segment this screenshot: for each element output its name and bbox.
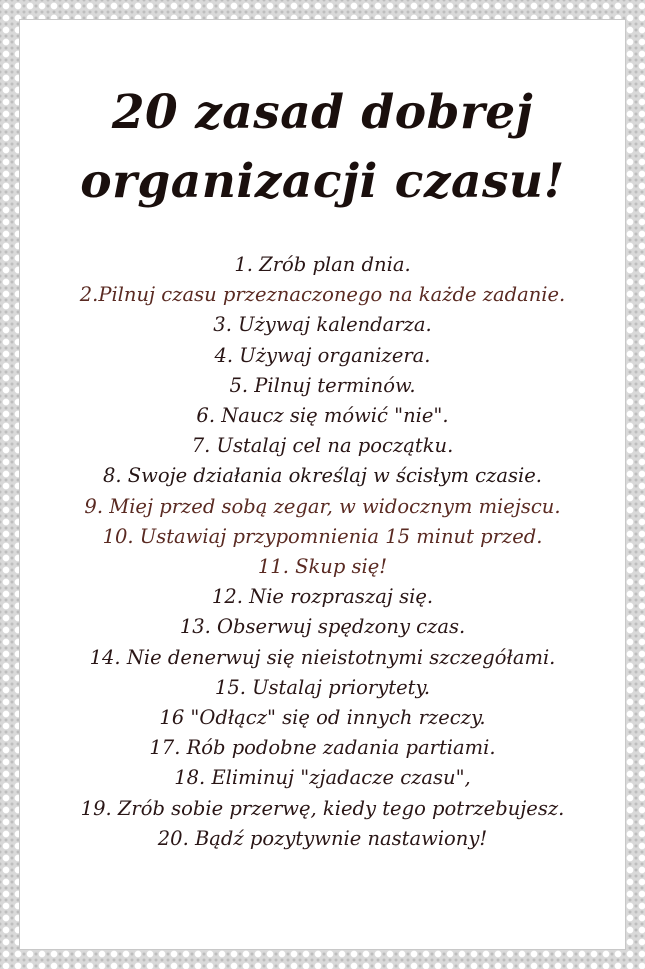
rule-1: 1. Zrób plan dnia. [234,253,411,276]
rules-list [20,250,625,854]
rule-11: 11. Skup się! [257,555,388,579]
title-line-1: 20 zasad dobrej [111,85,534,140]
content-panel [20,20,625,949]
rule-15: 15. Ustalaj priorytety. [214,675,431,699]
rule-18: 18. Eliminuj "zjadacze czasu", [174,766,471,790]
rule-2: 2.Pilnuj czasu przeznaczonego na każde zadanie. [79,283,566,307]
rule-6: 6. Naucz się mówić "nie". [196,404,449,428]
page-title [20,78,625,216]
rule-19: 19. Zrób sobie przerwę, kiedy tego potrzebujesz. [80,796,565,820]
rule-5: 5. Pilnuj terminów. [229,373,416,397]
rule-16: 16 "Odłącz" się od innych rzeczy. [159,706,486,730]
rule-9: 9. Miej przed sobą zegar, w widocznym miejscu. [84,494,561,518]
rule-8: 8. Swoje działania określaj w ścisłym czasie. [103,464,542,488]
rule-12: 12. Nie rozpraszaj się. [211,585,434,609]
rule-7: 7. Ustalaj cel na początku. [191,434,454,458]
rule-14: 14. Nie denerwuj się nieistotnymi szczegółami. [89,645,556,669]
rule-10: 10. Ustawiaj przypomnienia 15 minut przed. [102,524,543,548]
rule-3: 3. Używaj kalendarza. [213,313,432,337]
rule-13: 13. Obserwuj spędzony czas. [179,615,466,639]
rule-20: 20. Bądź pozytywnie nastawiony! [157,826,488,850]
rule-17: 17. Rób podobne zadania partiami. [149,736,496,760]
title-line-2: organizacji czasu! [80,154,565,210]
rule-4: 4. Używaj organizera. [214,343,431,367]
